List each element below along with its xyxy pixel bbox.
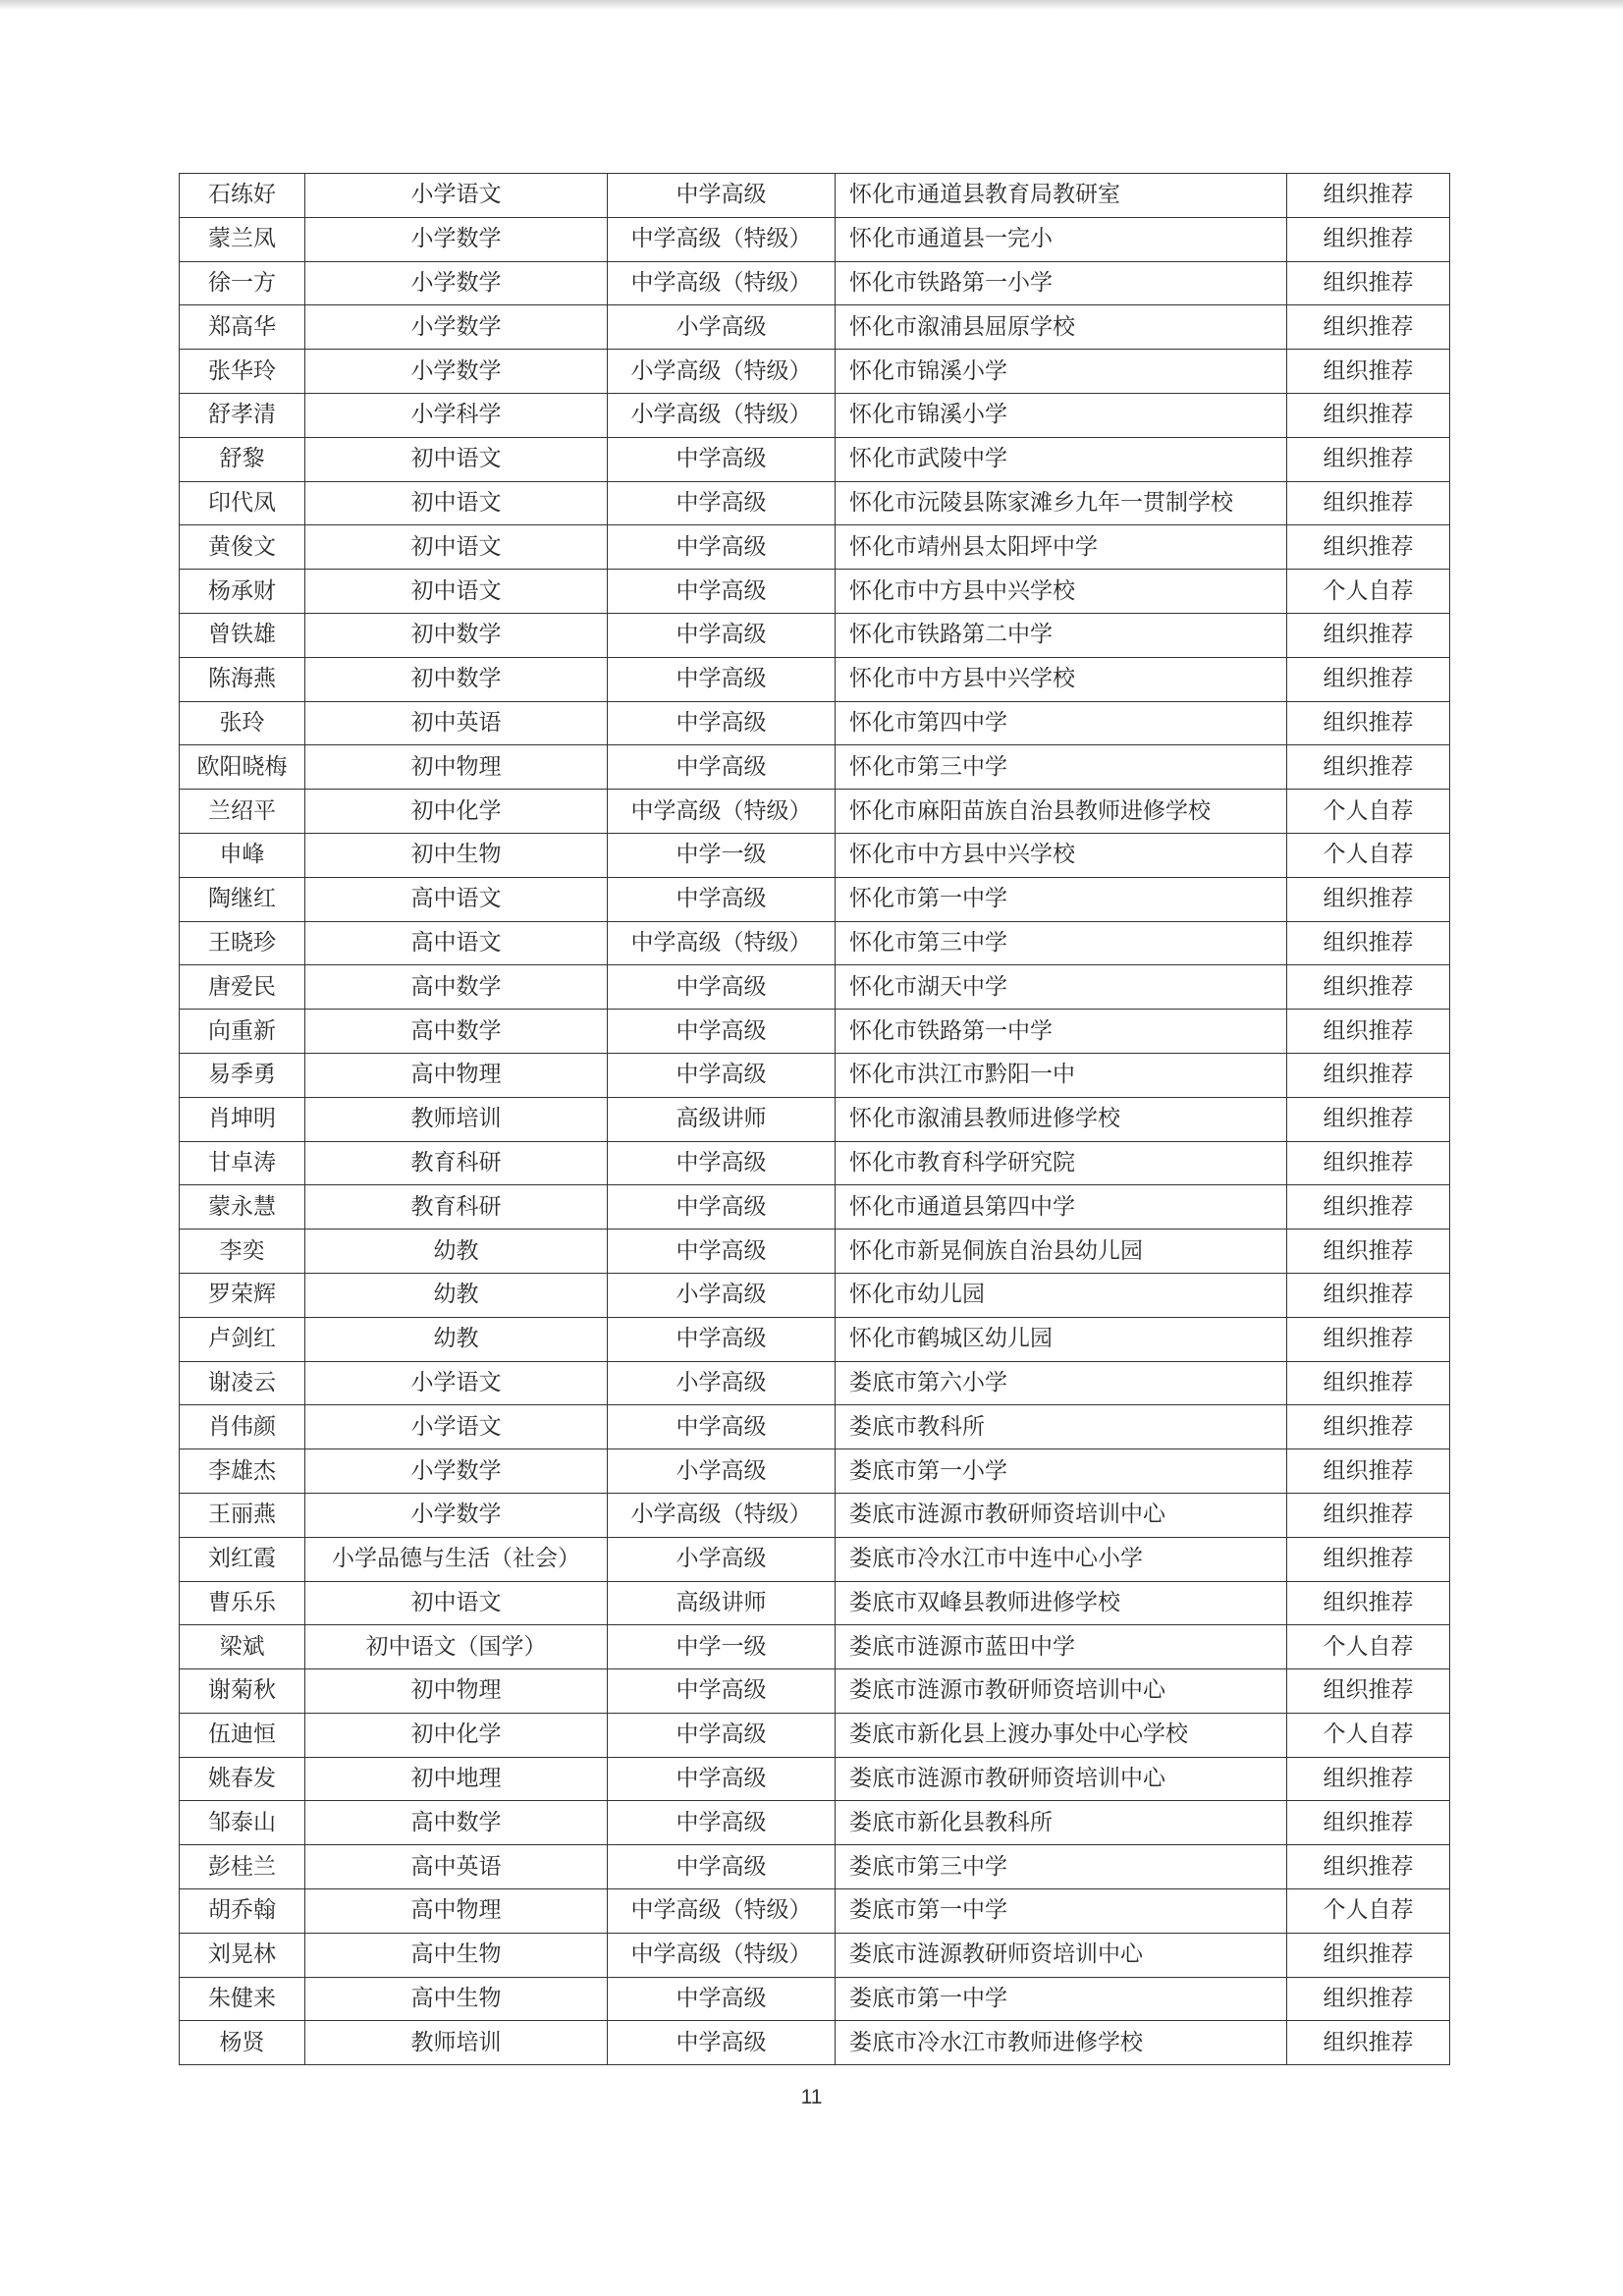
title-cell: 中学高级 — [608, 613, 836, 657]
school-cell: 娄底市第六小学 — [836, 1361, 1287, 1405]
subject-cell: 小学数学 — [305, 261, 608, 305]
subject-cell: 初中化学 — [305, 1713, 608, 1757]
title-cell: 中学一级 — [608, 833, 836, 877]
title-cell: 中学高级（特级） — [608, 921, 836, 965]
subject-cell: 初中语文 — [305, 1581, 608, 1625]
title-cell: 中学高级（特级） — [608, 1889, 836, 1934]
name-cell: 张华玲 — [180, 350, 305, 394]
title-cell: 小学高级（特级） — [608, 350, 836, 394]
name-cell: 谢凌云 — [180, 1361, 305, 1405]
recommendation-cell: 组织推荐 — [1287, 1053, 1450, 1097]
table-row — [180, 570, 1450, 614]
name-cell: 曾铁雄 — [180, 613, 305, 657]
school-cell: 怀化市中方县中兴学校 — [836, 657, 1287, 701]
school-cell: 怀化市中方县中兴学校 — [836, 570, 1287, 614]
title-cell: 中学一级 — [608, 1625, 836, 1669]
school-cell: 娄底市第一小学 — [836, 1449, 1287, 1494]
recommendation-cell: 组织推荐 — [1287, 350, 1450, 394]
school-cell: 娄底市第一中学 — [836, 1977, 1287, 2021]
title-cell: 中学高级 — [608, 701, 836, 745]
table-row — [180, 261, 1450, 305]
subject-cell: 高中生物 — [305, 1977, 608, 2021]
table-row — [180, 701, 1450, 745]
table-row — [180, 1493, 1450, 1537]
subject-cell: 小学语文 — [305, 1405, 608, 1449]
school-cell: 娄底市双峰县教师进修学校 — [836, 1581, 1287, 1625]
subject-cell: 教育科研 — [305, 1185, 608, 1230]
name-cell: 罗荣辉 — [180, 1273, 305, 1317]
table-row — [180, 1713, 1450, 1757]
title-cell: 中学高级 — [608, 437, 836, 481]
school-cell: 怀化市幼儿园 — [836, 1273, 1287, 1317]
recommendation-cell: 组织推荐 — [1287, 174, 1450, 218]
subject-cell: 小学语文 — [305, 174, 608, 218]
title-cell: 中学高级（特级） — [608, 217, 836, 261]
school-cell: 怀化市麻阳苗族自治县教师进修学校 — [836, 790, 1287, 834]
title-cell: 中学高级 — [608, 965, 836, 1010]
school-cell: 怀化市第三中学 — [836, 921, 1287, 965]
table-row — [180, 1053, 1450, 1097]
recommendation-cell: 组织推荐 — [1287, 437, 1450, 481]
subject-cell: 小学语文 — [305, 1361, 608, 1405]
title-cell: 中学高级 — [608, 1713, 836, 1757]
school-cell: 怀化市溆浦县教师进修学校 — [836, 1097, 1287, 1141]
recommendation-cell: 组织推荐 — [1287, 261, 1450, 305]
table-row — [180, 1317, 1450, 1361]
name-cell: 彭桂兰 — [180, 1845, 305, 1889]
subject-cell: 小学科学 — [305, 393, 608, 437]
recommendation-cell: 个人自荐 — [1287, 1713, 1450, 1757]
recommendation-cell: 组织推荐 — [1287, 745, 1450, 790]
name-cell: 杨贤 — [180, 2021, 305, 2065]
subject-cell: 初中语文 — [305, 570, 608, 614]
recommendation-cell: 个人自荐 — [1287, 790, 1450, 834]
name-cell: 卢剑红 — [180, 1317, 305, 1361]
school-cell: 娄底市涟源市蓝田中学 — [836, 1625, 1287, 1669]
school-cell: 娄底市冷水江市中连中心小学 — [836, 1537, 1287, 1581]
recommendation-cell: 组织推荐 — [1287, 1185, 1450, 1230]
recommendation-cell: 组织推荐 — [1287, 1097, 1450, 1141]
school-cell: 怀化市通道县教育局教研室 — [836, 174, 1287, 218]
table-row — [180, 921, 1450, 965]
school-cell: 怀化市第三中学 — [836, 745, 1287, 790]
table-row — [180, 525, 1450, 570]
school-cell: 怀化市铁路第一小学 — [836, 261, 1287, 305]
subject-cell: 幼教 — [305, 1230, 608, 1274]
title-cell: 中学高级 — [608, 1010, 836, 1054]
recommendation-cell: 个人自荐 — [1287, 833, 1450, 877]
table-row — [180, 1581, 1450, 1625]
name-cell: 蒙兰凤 — [180, 217, 305, 261]
school-cell: 怀化市武陵中学 — [836, 437, 1287, 481]
table-row — [180, 790, 1450, 834]
name-cell: 陈海燕 — [180, 657, 305, 701]
recommendation-cell: 组织推荐 — [1287, 1801, 1450, 1845]
recommendation-cell: 组织推荐 — [1287, 1669, 1450, 1714]
name-cell: 谢菊秋 — [180, 1669, 305, 1714]
title-cell: 中学高级（特级） — [608, 1933, 836, 1977]
subject-cell: 初中地理 — [305, 1757, 608, 1801]
recommendation-cell: 组织推荐 — [1287, 921, 1450, 965]
recommendation-cell: 组织推荐 — [1287, 701, 1450, 745]
title-cell: 中学高级 — [608, 2021, 836, 2065]
table-row — [180, 1405, 1450, 1449]
table-row — [180, 1010, 1450, 1054]
name-cell: 朱健来 — [180, 1977, 305, 2021]
table-row — [180, 174, 1450, 218]
recommendation-cell: 组织推荐 — [1287, 1405, 1450, 1449]
table-row — [180, 1361, 1450, 1405]
subject-cell: 初中化学 — [305, 790, 608, 834]
subject-cell: 初中数学 — [305, 613, 608, 657]
school-cell: 怀化市铁路第一中学 — [836, 1010, 1287, 1054]
table-row — [180, 1141, 1450, 1185]
recommendation-cell: 组织推荐 — [1287, 1449, 1450, 1494]
table-row — [180, 393, 1450, 437]
recommendation-cell: 组织推荐 — [1287, 1317, 1450, 1361]
school-cell: 怀化市第四中学 — [836, 701, 1287, 745]
name-cell: 郑高华 — [180, 305, 305, 350]
subject-cell: 幼教 — [305, 1317, 608, 1361]
school-cell: 怀化市沅陵县陈家滩乡九年一贯制学校 — [836, 481, 1287, 525]
title-cell: 高级讲师 — [608, 1097, 836, 1141]
table-row — [180, 1449, 1450, 1494]
title-cell: 中学高级 — [608, 570, 836, 614]
title-cell: 中学高级 — [608, 1317, 836, 1361]
table-row — [180, 1889, 1450, 1934]
school-cell: 娄底市冷水江市教师进修学校 — [836, 2021, 1287, 2065]
table-row — [180, 1097, 1450, 1141]
recommendation-cell: 组织推荐 — [1287, 657, 1450, 701]
name-cell: 甘卓涛 — [180, 1141, 305, 1185]
name-cell: 黄俊文 — [180, 525, 305, 570]
teacher-list-table — [179, 173, 1450, 2065]
recommendation-cell: 组织推荐 — [1287, 1757, 1450, 1801]
school-cell: 娄底市教科所 — [836, 1405, 1287, 1449]
name-cell: 肖伟颜 — [180, 1405, 305, 1449]
recommendation-cell: 组织推荐 — [1287, 1141, 1450, 1185]
title-cell: 中学高级（特级） — [608, 261, 836, 305]
name-cell: 姚春发 — [180, 1757, 305, 1801]
school-cell: 娄底市涟源市教研师资培训中心 — [836, 1757, 1287, 1801]
recommendation-cell: 组织推荐 — [1287, 1845, 1450, 1889]
title-cell: 小学高级（特级） — [608, 393, 836, 437]
page-number: 11 — [800, 2086, 823, 2108]
school-cell: 娄底市涟源教研师资培训中心 — [836, 1933, 1287, 1977]
recommendation-cell: 组织推荐 — [1287, 965, 1450, 1010]
subject-cell: 小学数学 — [305, 1493, 608, 1537]
title-cell: 中学高级 — [608, 1053, 836, 1097]
title-cell: 中学高级 — [608, 1141, 836, 1185]
name-cell: 梁斌 — [180, 1625, 305, 1669]
title-cell: 中学高级 — [608, 1185, 836, 1230]
name-cell: 曹乐乐 — [180, 1581, 305, 1625]
name-cell: 兰绍平 — [180, 790, 305, 834]
title-cell: 中学高级 — [608, 1801, 836, 1845]
subject-cell: 小学品德与生活（社会） — [305, 1537, 608, 1581]
school-cell: 怀化市锦溪小学 — [836, 350, 1287, 394]
name-cell: 易季勇 — [180, 1053, 305, 1097]
subject-cell: 高中语文 — [305, 921, 608, 965]
name-cell: 王丽燕 — [180, 1493, 305, 1537]
recommendation-cell: 组织推荐 — [1287, 1493, 1450, 1537]
table-row — [180, 613, 1450, 657]
subject-cell: 小学数学 — [305, 1449, 608, 1494]
recommendation-cell: 组织推荐 — [1287, 1010, 1450, 1054]
school-cell: 怀化市教育科学研究院 — [836, 1141, 1287, 1185]
subject-cell: 初中语文 — [305, 525, 608, 570]
table-row — [180, 1185, 1450, 1230]
name-cell: 杨承财 — [180, 570, 305, 614]
title-cell: 中学高级 — [608, 1977, 836, 2021]
recommendation-cell: 组织推荐 — [1287, 1361, 1450, 1405]
title-cell: 小学高级（特级） — [608, 1493, 836, 1537]
title-cell: 小学高级 — [608, 1273, 836, 1317]
subject-cell: 教师培训 — [305, 1097, 608, 1141]
name-cell: 李雄杰 — [180, 1449, 305, 1494]
title-cell: 中学高级 — [608, 1405, 836, 1449]
table-row — [180, 1977, 1450, 2021]
school-cell: 怀化市靖州县太阳坪中学 — [836, 525, 1287, 570]
teacher-table-container — [179, 173, 1449, 2065]
table-row — [180, 305, 1450, 350]
subject-cell: 初中语文 — [305, 437, 608, 481]
subject-cell: 初中英语 — [305, 701, 608, 745]
subject-cell: 小学数学 — [305, 217, 608, 261]
school-cell: 怀化市鹤城区幼儿园 — [836, 1317, 1287, 1361]
recommendation-cell: 组织推荐 — [1287, 305, 1450, 350]
table-body — [180, 174, 1450, 2065]
name-cell: 舒孝清 — [180, 393, 305, 437]
subject-cell: 初中语文（国学） — [305, 1625, 608, 1669]
title-cell: 小学高级 — [608, 305, 836, 350]
recommendation-cell: 组织推荐 — [1287, 525, 1450, 570]
recommendation-cell: 组织推荐 — [1287, 613, 1450, 657]
table-row — [180, 1273, 1450, 1317]
recommendation-cell: 组织推荐 — [1287, 217, 1450, 261]
table-row — [180, 657, 1450, 701]
recommendation-cell: 个人自荐 — [1287, 1889, 1450, 1934]
name-cell: 石练好 — [180, 174, 305, 218]
subject-cell: 教师培训 — [305, 2021, 608, 2065]
subject-cell: 初中生物 — [305, 833, 608, 877]
subject-cell: 高中英语 — [305, 1845, 608, 1889]
name-cell: 徐一方 — [180, 261, 305, 305]
title-cell: 中学高级 — [608, 1845, 836, 1889]
subject-cell: 初中数学 — [305, 657, 608, 701]
title-cell: 小学高级 — [608, 1361, 836, 1405]
table-row — [180, 1845, 1450, 1889]
recommendation-cell: 组织推荐 — [1287, 1581, 1450, 1625]
table-row — [180, 217, 1450, 261]
subject-cell: 初中语文 — [305, 481, 608, 525]
title-cell: 小学高级 — [608, 1537, 836, 1581]
name-cell: 舒黎 — [180, 437, 305, 481]
name-cell: 申峰 — [180, 833, 305, 877]
school-cell: 娄底市第三中学 — [836, 1845, 1287, 1889]
school-cell: 怀化市洪江市黔阳一中 — [836, 1053, 1287, 1097]
name-cell: 印代凤 — [180, 481, 305, 525]
name-cell: 邹泰山 — [180, 1801, 305, 1845]
recommendation-cell: 组织推荐 — [1287, 1537, 1450, 1581]
name-cell: 李奕 — [180, 1230, 305, 1274]
recommendation-cell: 个人自荐 — [1287, 570, 1450, 614]
subject-cell: 高中数学 — [305, 965, 608, 1010]
title-cell: 中学高级 — [608, 877, 836, 921]
title-cell: 中学高级 — [608, 1230, 836, 1274]
title-cell: 中学高级（特级） — [608, 790, 836, 834]
subject-cell: 高中数学 — [305, 1010, 608, 1054]
school-cell: 娄底市新化县上渡办事处中心学校 — [836, 1713, 1287, 1757]
recommendation-cell: 组织推荐 — [1287, 393, 1450, 437]
subject-cell: 初中物理 — [305, 745, 608, 790]
title-cell: 中学高级 — [608, 174, 836, 218]
school-cell: 怀化市第一中学 — [836, 877, 1287, 921]
table-row — [180, 965, 1450, 1010]
name-cell: 向重新 — [180, 1010, 305, 1054]
school-cell: 娄底市涟源市教研师资培训中心 — [836, 1493, 1287, 1537]
subject-cell: 高中语文 — [305, 877, 608, 921]
subject-cell: 高中物理 — [305, 1889, 608, 1934]
table-row — [180, 1933, 1450, 1977]
recommendation-cell: 组织推荐 — [1287, 1230, 1450, 1274]
recommendation-cell: 个人自荐 — [1287, 1625, 1450, 1669]
subject-cell: 高中生物 — [305, 1933, 608, 1977]
table-row — [180, 1230, 1450, 1274]
table-row — [180, 437, 1450, 481]
scan-edge — [0, 0, 1623, 10]
school-cell: 娄底市涟源市教研师资培训中心 — [836, 1669, 1287, 1714]
name-cell: 伍迪恒 — [180, 1713, 305, 1757]
table-row — [180, 2021, 1450, 2065]
name-cell: 王晓珍 — [180, 921, 305, 965]
table-row — [180, 745, 1450, 790]
recommendation-cell: 组织推荐 — [1287, 1273, 1450, 1317]
table-row — [180, 1537, 1450, 1581]
school-cell: 怀化市新晃侗族自治县幼儿园 — [836, 1230, 1287, 1274]
title-cell: 中学高级 — [608, 657, 836, 701]
subject-cell: 高中数学 — [305, 1801, 608, 1845]
recommendation-cell: 组织推荐 — [1287, 877, 1450, 921]
name-cell: 张玲 — [180, 701, 305, 745]
recommendation-cell: 组织推荐 — [1287, 1933, 1450, 1977]
table-row — [180, 1757, 1450, 1801]
table-row — [180, 877, 1450, 921]
table-row — [180, 481, 1450, 525]
school-cell: 怀化市溆浦县屈原学校 — [836, 305, 1287, 350]
subject-cell: 高中物理 — [305, 1053, 608, 1097]
recommendation-cell: 组织推荐 — [1287, 1977, 1450, 2021]
table-row — [180, 833, 1450, 877]
name-cell: 刘红霞 — [180, 1537, 305, 1581]
name-cell: 欧阳晓梅 — [180, 745, 305, 790]
title-cell: 中学高级 — [608, 1669, 836, 1714]
name-cell: 唐爱民 — [180, 965, 305, 1010]
school-cell: 怀化市锦溪小学 — [836, 393, 1287, 437]
title-cell: 中学高级 — [608, 525, 836, 570]
title-cell: 中学高级 — [608, 1757, 836, 1801]
school-cell: 娄底市第一中学 — [836, 1889, 1287, 1934]
subject-cell: 幼教 — [305, 1273, 608, 1317]
school-cell: 怀化市铁路第二中学 — [836, 613, 1287, 657]
recommendation-cell: 组织推荐 — [1287, 2021, 1450, 2065]
name-cell: 刘晃林 — [180, 1933, 305, 1977]
subject-cell: 初中物理 — [305, 1669, 608, 1714]
school-cell: 娄底市新化县教科所 — [836, 1801, 1287, 1845]
recommendation-cell: 组织推荐 — [1287, 481, 1450, 525]
subject-cell: 小学数学 — [305, 350, 608, 394]
school-cell: 怀化市湖天中学 — [836, 965, 1287, 1010]
title-cell: 中学高级 — [608, 481, 836, 525]
subject-cell: 小学数学 — [305, 305, 608, 350]
name-cell: 肖坤明 — [180, 1097, 305, 1141]
school-cell: 怀化市中方县中兴学校 — [836, 833, 1287, 877]
name-cell: 蒙永慧 — [180, 1185, 305, 1230]
table-row — [180, 1669, 1450, 1714]
subject-cell: 教育科研 — [305, 1141, 608, 1185]
title-cell: 中学高级 — [608, 745, 836, 790]
school-cell: 怀化市通道县第四中学 — [836, 1185, 1287, 1230]
name-cell: 胡乔翰 — [180, 1889, 305, 1934]
name-cell: 陶继红 — [180, 877, 305, 921]
table-row — [180, 1801, 1450, 1845]
title-cell: 小学高级 — [608, 1449, 836, 1494]
school-cell: 怀化市通道县一完小 — [836, 217, 1287, 261]
table-row — [180, 1625, 1450, 1669]
table-row — [180, 350, 1450, 394]
title-cell: 高级讲师 — [608, 1581, 836, 1625]
